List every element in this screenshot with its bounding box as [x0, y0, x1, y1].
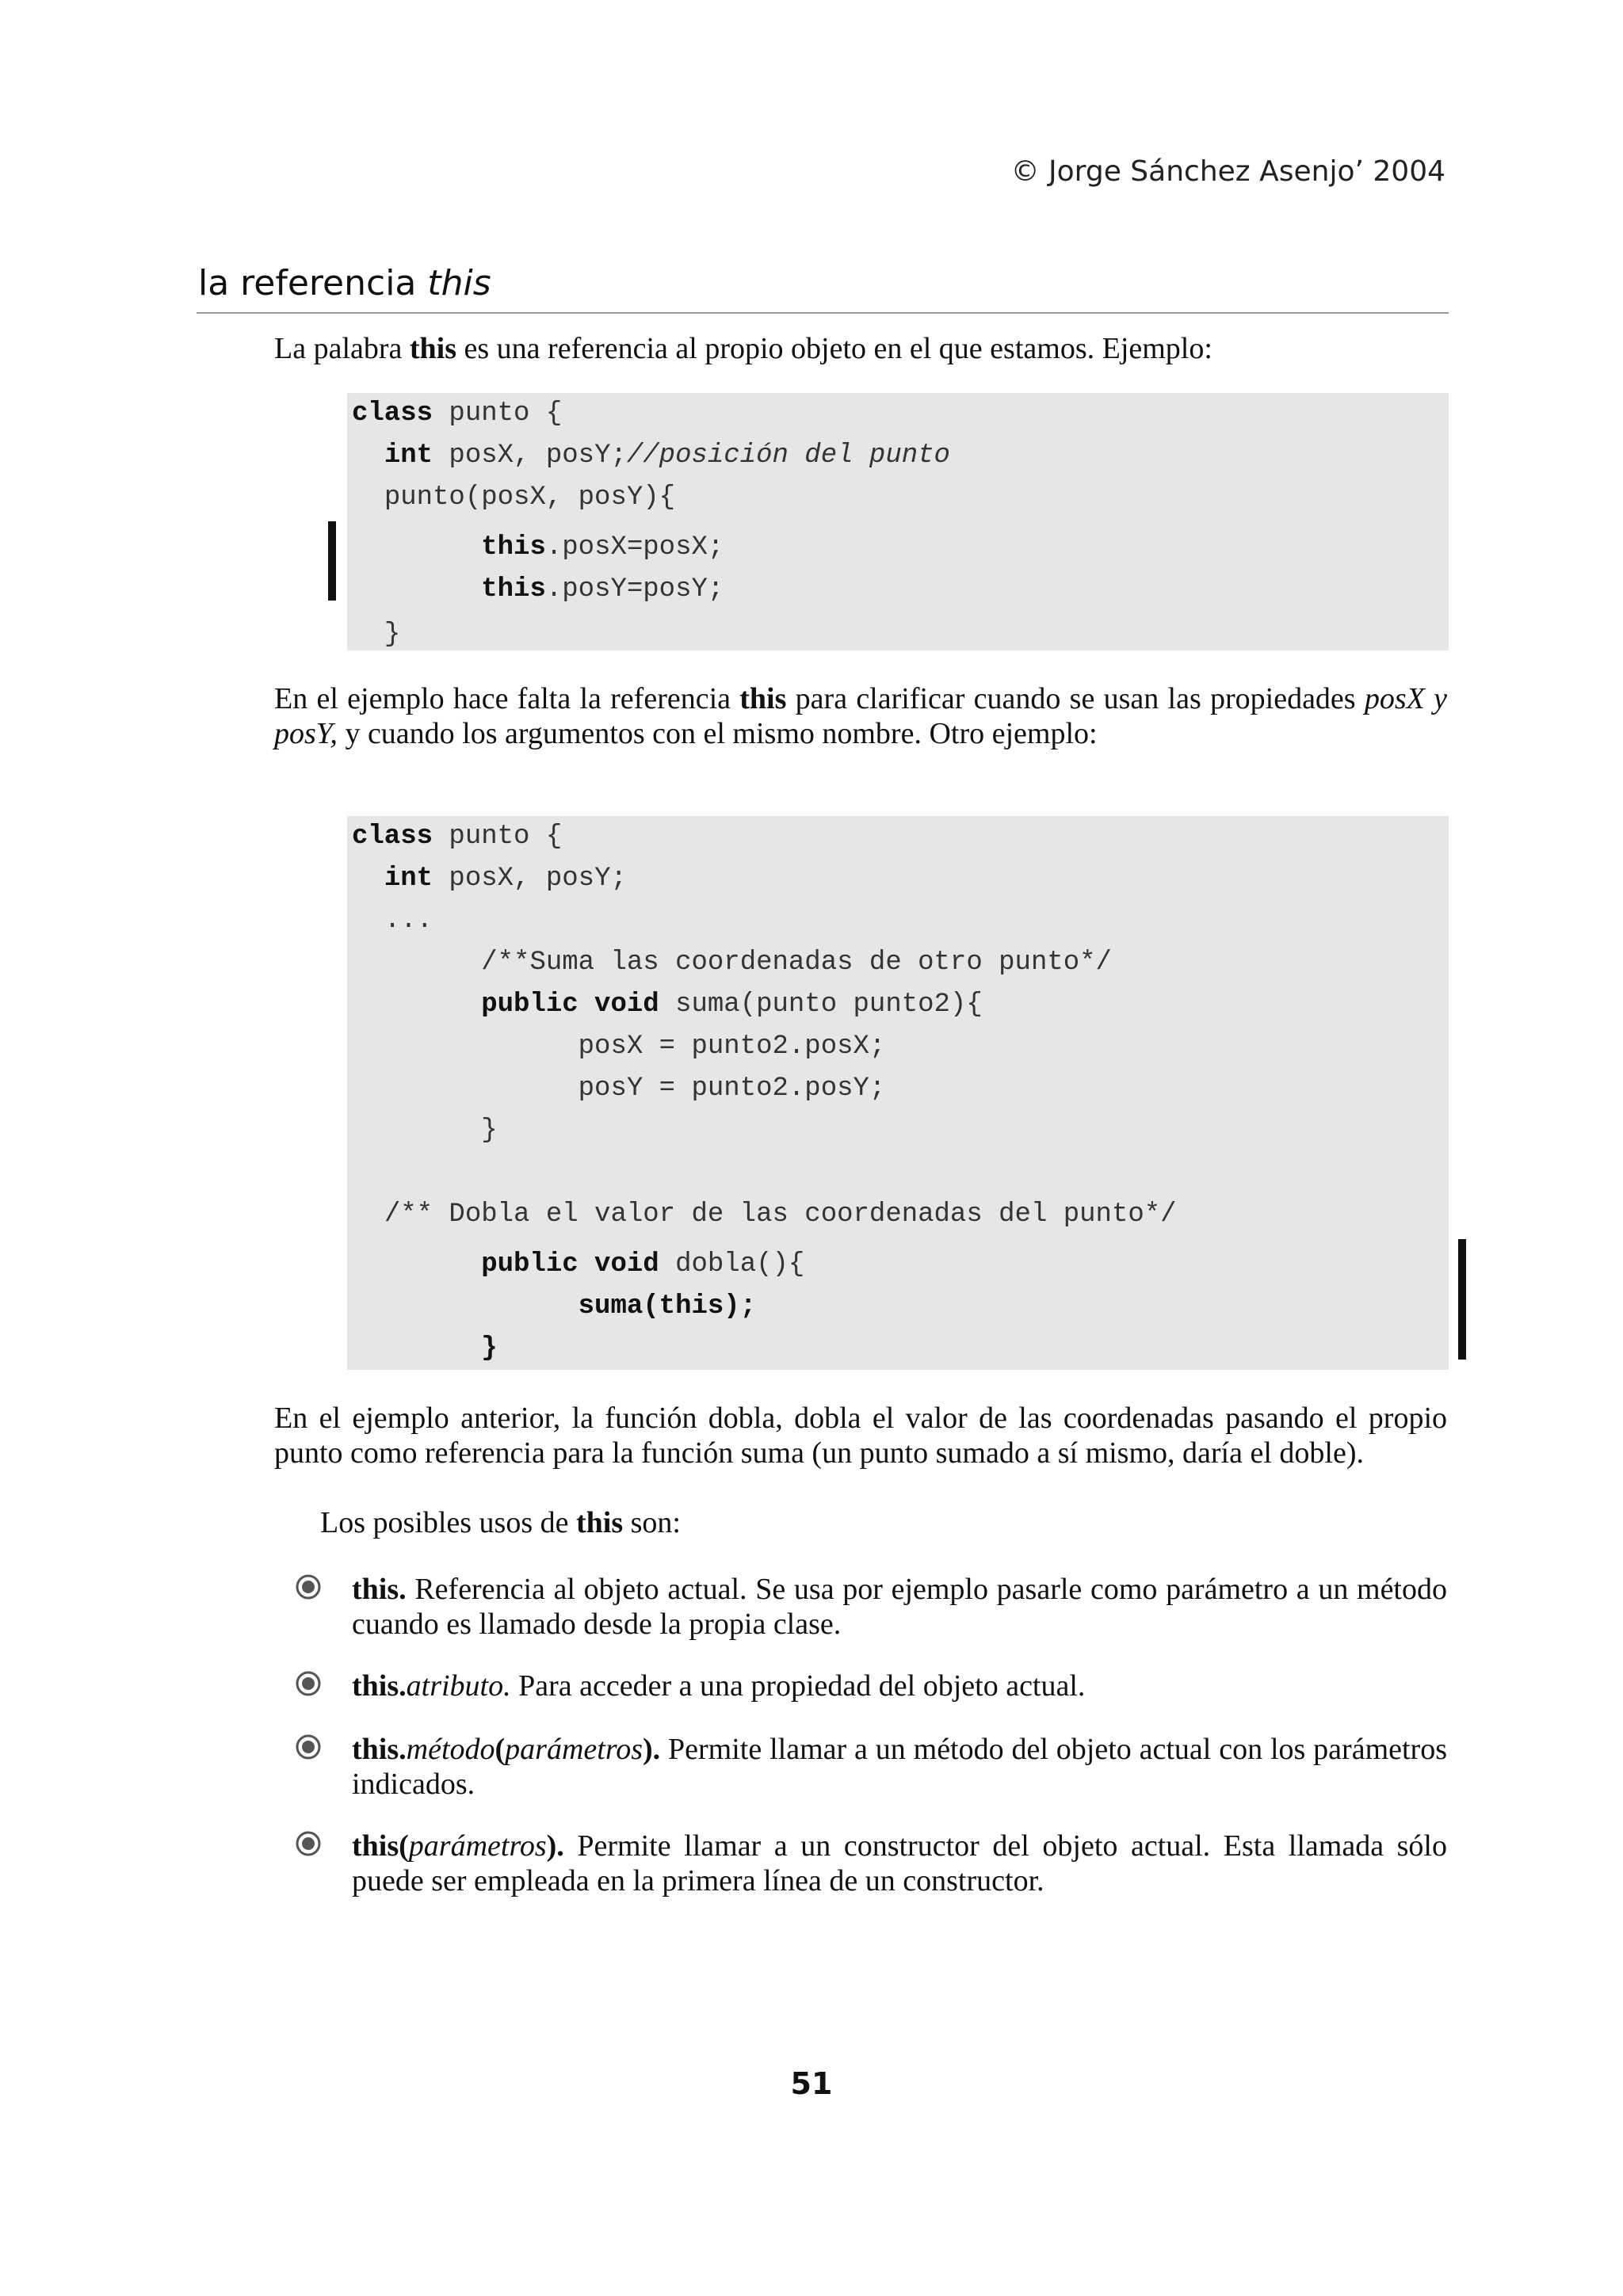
page-number: 51	[790, 2066, 833, 2101]
header-copyright: © Jorge Sánchez Asenjo’ 2004	[1010, 155, 1445, 188]
bullet-item: this.atributo. Para acceder a una propiedad del objeto actual.	[352, 1669, 1086, 1703]
paragraph-4: Los posibles usos de this son:	[320, 1506, 681, 1539]
bullet-item: this. Referencia al objeto actual. Se usa por ejemplo pasarle como parámetro a un método cuando es llamado desde la propia clase.	[352, 1573, 1447, 1641]
code-line: /**Suma las coordenadas de otro punto*/	[481, 948, 1112, 978]
code-block-1	[347, 393, 1449, 650]
code-line: punto(posX, posY){	[384, 482, 676, 513]
code-highlight-marker	[1458, 1239, 1466, 1360]
radio-bullet-icon	[295, 1670, 322, 1697]
code-line: posY = punto2.posY;	[578, 1074, 886, 1104]
intro-paragraph	[274, 331, 1447, 366]
section-rule	[197, 312, 1449, 314]
code-line: this.posY=posY;	[481, 574, 724, 605]
code-line	[347, 1152, 1449, 1194]
radio-bullet-icon	[295, 1830, 322, 1857]
code-line: int posX, posY;	[384, 864, 627, 894]
paragraph-3: En el ejemplo anterior, la función dobla, dobla el valor de las coordenadas pasando el propio punto como referencia para la función suma (un punto sumado a sí mismo, daría el doble).	[274, 1402, 1447, 1470]
intro-text-1: La palabra	[274, 332, 410, 365]
code-line: }	[481, 1116, 498, 1146]
code-line: class punto {	[352, 822, 563, 852]
bullet-item: this(parámetros). Permite llamar a un constructor del objeto actual. Esta llamada sólo puede ser empleada en la primera línea de un constructor.	[352, 1829, 1447, 1897]
code-line: }	[384, 620, 401, 650]
code-line: int posX, posY;//posición del punto	[384, 441, 950, 471]
code-block-2	[347, 816, 1449, 1370]
code-line: }	[481, 1333, 498, 1363]
code-line: posX = punto2.posX;	[578, 1032, 886, 1062]
code-line: suma(this);	[578, 1291, 757, 1322]
paragraph-2: En el ejemplo hace falta la referencia this para clarificar cuando se usan las propiedades posX y posY, y cuando los argumentos con el mismo nombre. Otro ejemplo:	[274, 682, 1447, 750]
code-line: public void suma(punto punto2){	[481, 990, 983, 1020]
code-line: class punto {	[352, 399, 563, 429]
radio-bullet-icon	[295, 1733, 322, 1760]
intro-bold: this	[409, 332, 457, 365]
code-line: ...	[384, 906, 433, 936]
code-line: this.posX=posX;	[481, 532, 724, 563]
section-title	[198, 263, 491, 303]
code-line: /** Dobla el valor de las coordenadas del punto*/	[384, 1199, 1177, 1230]
bullet-item: this.método(parámetros). Permite llamar a un método del objeto actual con los parámetros indicados.	[352, 1733, 1447, 1801]
radio-bullet-icon	[295, 1573, 322, 1600]
code-line: public void dobla(){	[481, 1249, 805, 1280]
intro-text-2: es una referencia al propio objeto en el que estamos. Ejemplo:	[456, 332, 1212, 365]
code-highlight-marker	[328, 521, 336, 601]
section-title-italic: this	[427, 263, 491, 303]
section-title-plain: la referencia	[198, 263, 428, 303]
